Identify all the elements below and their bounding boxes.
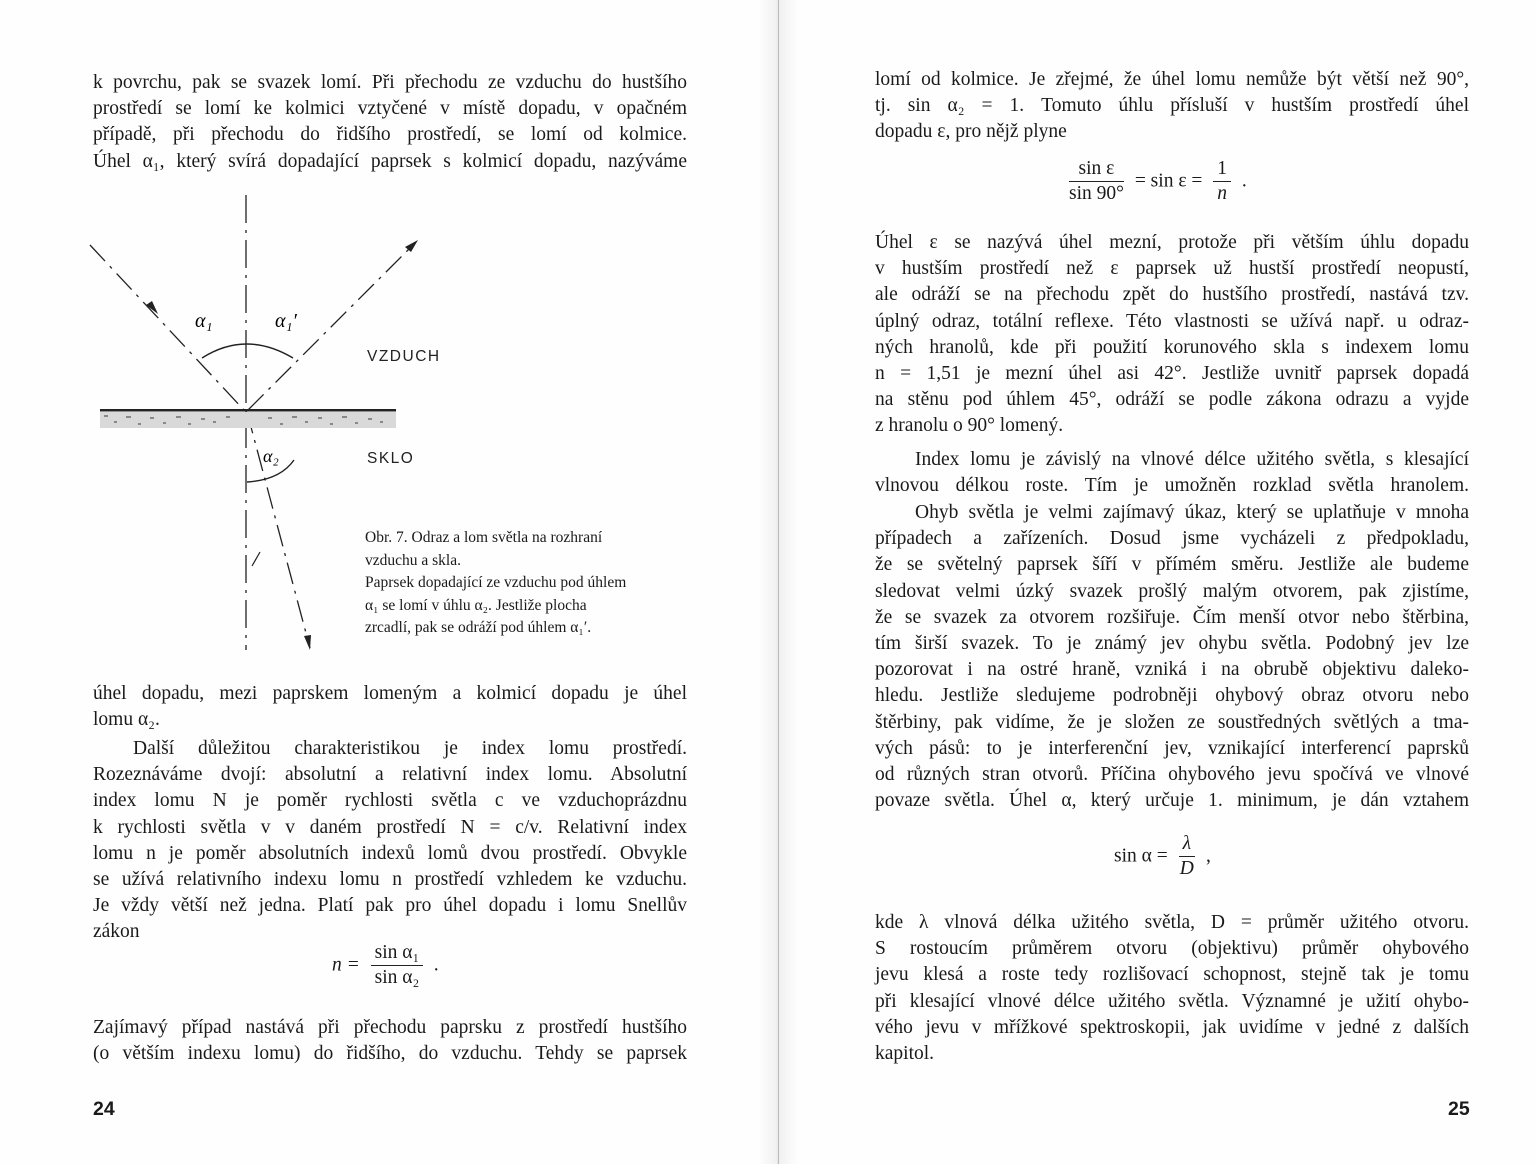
left-top-paragraph <box>93 70 687 175</box>
text-line: pozorovat i na ostré hraně, vzniká i na obrubě objektivu daleko- <box>875 659 1469 681</box>
text-line: kapitol. <box>875 1043 935 1065</box>
label-glass: SKLO <box>367 450 415 467</box>
text-line: povaze světla. Úhel α, který určuje 1. minimum, je dán vztahem <box>875 790 1469 812</box>
formula-denominator: D <box>1179 858 1194 879</box>
formula-fraction <box>1069 158 1124 205</box>
gutter-fold-line <box>778 0 779 1164</box>
text-line: Rozeznáváme dvojí: absolutní a relativní index lomu. Absolutní <box>93 764 687 786</box>
caption-line: zrcadlí, pak se odráží pod úhlem α₁′. <box>365 619 592 636</box>
text-line: tím širší svazek. To je známý jev ohybu světla. Podobný jev lze <box>875 633 1469 655</box>
text-line: lomu α₂. <box>93 709 160 731</box>
text-line: sledovat velmi úzký svazek prošlý malým otvorem, pak zjistíme, <box>875 580 1469 602</box>
caption-line: vzduchu a skla. <box>365 551 461 569</box>
left-paragraph-index <box>93 736 687 946</box>
text-line: vého jevu v mřížkové spektroskopii, jak uvidíme v jedné z dalších <box>875 1016 1469 1038</box>
right-page <box>798 0 1537 1164</box>
angle-alpha1-prime: α₁′ <box>275 310 297 332</box>
text-line: Index lomu je závislý na vlnové délce užitého světla, s klesající <box>915 449 1469 470</box>
text-line: vlnovou délkou roste. Tím je umožněn rozklad světla hranolem. <box>875 475 1469 497</box>
text-line: Zajímavý případ nastává při přechodu paprsku z prostředí hustšího <box>93 1017 687 1038</box>
text-line: štěrbiny, pak vidíme, že je složen ze soustředných světlých a tma- <box>875 711 1469 733</box>
text-line: se užívá relativního indexu lomu n prostředí vzhledem ke vzduchu. <box>93 869 687 891</box>
left-page <box>0 0 758 1164</box>
page-number-right: 25 <box>1448 1098 1470 1120</box>
incident-ray <box>90 245 244 410</box>
text-line: k povrchu, pak se svazek lomí. Při přechodu ze vzduchu do hustšího <box>93 72 687 93</box>
text-line: Úhel ε se nazývá úhel mezní, protože při větším úhlu dopadu <box>875 232 1469 253</box>
formula-end: , <box>1205 845 1211 867</box>
text-line: hledu. Jestliže sledujeme podrobněji ohybový obraz otvoru nebo <box>875 685 1469 707</box>
refracted-arrowhead <box>304 635 311 650</box>
figure-caption <box>365 527 688 640</box>
formula-fraction <box>371 942 424 989</box>
angle-alpha2: α₂ <box>263 446 279 466</box>
text-line: při klesající vlnové délce užitého světla. Významné je užití ohybo- <box>875 990 1469 1012</box>
text-line: úhel dopadu, mezi paprskem lomeným a kolmicí dopadu je úhel <box>93 683 687 704</box>
formula-middle: = sin ε = <box>1134 170 1203 192</box>
text-line: jevu klesá a roste tedy rozlišovací schopnost, stejně tak je tomu <box>875 964 1469 986</box>
text-line: index lomu N je poměr rychlosti světla c ve vzduchoprázdnu <box>93 790 687 812</box>
text-line: dopadu ε, pro nějž plyne <box>875 121 1067 143</box>
text-line: n = 1,51 je mezní úhel asi 42°. Jestliže uvnitř paprsek dopadá <box>875 363 1469 385</box>
formula-numerator: sin ε <box>1069 158 1124 182</box>
formula-end: . <box>434 954 440 976</box>
diffraction-formula <box>1114 833 1211 880</box>
text-line: (o větším indexu lomu) do řidšího, do vzduchu. Tehdy se paprsek <box>93 1043 687 1065</box>
formula-numerator: sin α₁ <box>371 942 424 966</box>
right-paragraph-diffraction <box>875 500 1469 814</box>
formula-lhs: n = <box>332 954 360 976</box>
label-air: VZDUCH <box>367 348 441 365</box>
text-line: tj. sin α₂ = 1. Tomuto úhlu přísluší v hustším prostředí úhel <box>875 95 1469 117</box>
text-line: Úhel α₁, který svírá dopadající paprsek s kolmicí dopadu, nazýváme <box>93 150 687 172</box>
glass-surface <box>100 412 396 428</box>
text-line: ale odráží se na přechodu zpět do hustšího prostředí, nastává tzv. <box>875 284 1469 306</box>
formula-end: . <box>1241 170 1247 192</box>
formula-fraction <box>1179 833 1195 880</box>
formula-denominator: sin α₂ <box>374 967 420 988</box>
text-line: zákon <box>93 921 140 943</box>
formula-fraction-2 <box>1213 158 1231 205</box>
text-line: že se světelný paprsek šíří v přímém směru. Jestliže ale budeme <box>875 554 1469 576</box>
text-line: na stěnu pod úhlem 45°, odráží se podle zákona odrazu a vyjde <box>875 389 1469 411</box>
critical-angle-formula <box>1063 158 1247 205</box>
text-line: S rostoucím průměrem otvoru (objektivu) průměr ohybového <box>875 938 1469 960</box>
right-top-paragraph <box>875 67 1469 146</box>
caption-line: Obr. 7. Odraz a lom světla na rozhraní <box>365 529 603 546</box>
text-line: Ohyb světla je velmi zajímavý úkaz, který se uplatňuje v mnoha <box>915 502 1469 523</box>
text-line: vých pásů: to je interferenční jev, vznikající interferencí paprsků <box>875 737 1469 759</box>
right-paragraph-resolution <box>875 910 1469 1067</box>
angle-alpha1: α₁ <box>195 310 213 332</box>
formula-lhs: sin α = <box>1114 845 1168 867</box>
right-paragraph-dispersion <box>875 447 1469 499</box>
text-line: v hustším prostředí než ε paprsek už hustší prostředí neopustí, <box>875 258 1469 280</box>
text-line: lomí od kolmice. Je zřejmé, že úhel lomu nemůže být větší než 90°, <box>875 69 1469 90</box>
text-line: od různých stran otvorů. Příčina ohybového jevu spočívá ve vlnové <box>875 764 1469 786</box>
text-line: Je vždy větší než jedna. Platí pak pro úhel dopadu i lomu Snellův <box>93 895 687 917</box>
text-line: Další důležitou charakteristikou je index lomu prostředí. <box>133 738 687 759</box>
formula-denominator-2: n <box>1217 183 1228 204</box>
interface-line <box>100 409 396 412</box>
text-line: kde λ vlnová délka užitého světla, D = průměr užitého otvoru. <box>875 912 1469 933</box>
dash-mark <box>252 552 260 566</box>
formula-denominator: sin 90° <box>1069 183 1124 204</box>
page-number-left: 24 <box>93 1098 115 1120</box>
right-paragraph-critical-angle <box>875 230 1469 440</box>
alpha1-arc <box>202 344 293 358</box>
formula-numerator: λ <box>1179 833 1195 857</box>
text-line: že se svazek za otvorem rozšiřuje. Čím menší otvor nebo štěrbina, <box>875 606 1469 628</box>
text-line: z hranolu o 90° lomený. <box>875 415 1064 437</box>
text-line: k rychlosti světla v v daném prostředí N = c/v. Relativní index <box>93 816 687 838</box>
text-line: případě, při přechodu do řidšího prostředí, se lomí od kolmice. <box>93 124 687 146</box>
left-bottom-paragraph <box>93 1015 687 1067</box>
left-middle-paragraph <box>93 681 687 733</box>
caption-line: Paprsek dopadající ze vzduchu pod úhlem <box>365 574 627 591</box>
reflected-ray <box>248 242 416 410</box>
caption-line: α₁ se lomí v úhlu α₂. Jestliže plocha <box>365 596 587 614</box>
formula-numerator-2: 1 <box>1213 158 1231 182</box>
text-line: lomu n je poměr absolutních indexů lomů dvou prostředí. Obvykle <box>93 842 687 864</box>
text-line: úplný odraz, totální reflexe. Této vlastnosti se užívá např. u odraz- <box>875 310 1469 332</box>
snell-formula <box>332 942 439 989</box>
text-line: ných hranolů, kde při použití korunového skla s indexem lomu <box>875 336 1469 358</box>
text-line: případech a zařízeních. Dosud jsme vycházeli z předpokladu, <box>875 528 1469 550</box>
text-line: prostředí se lomí ke kolmici vztyčené v místě dopadu, v opačném <box>93 98 687 120</box>
